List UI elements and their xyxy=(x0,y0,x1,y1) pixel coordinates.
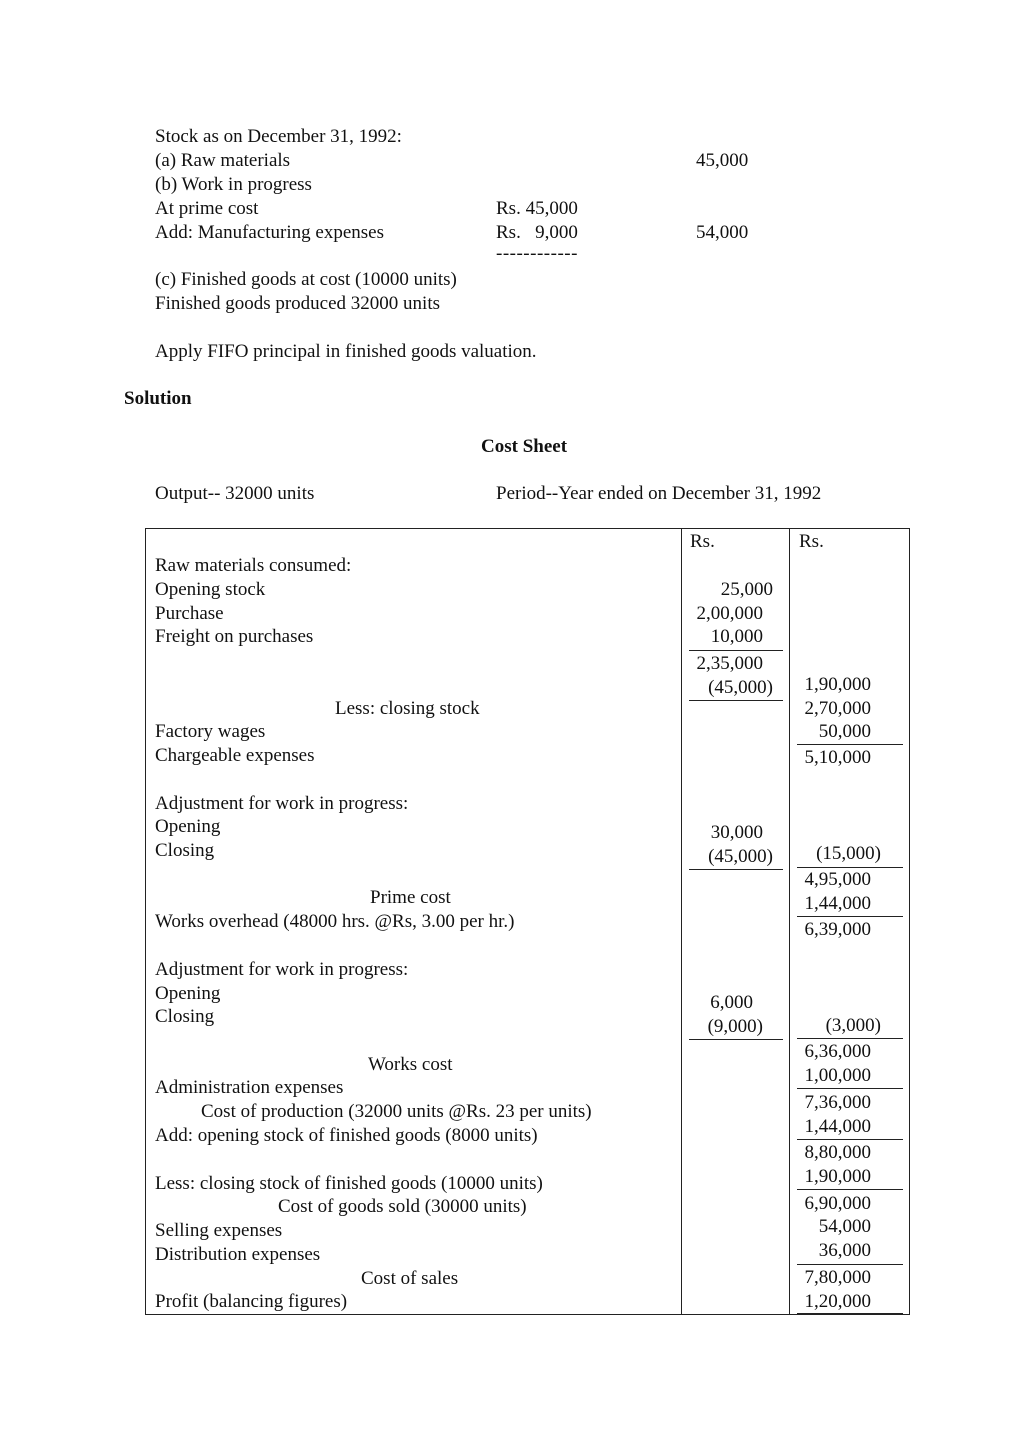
label-less-closing: Less: closing stock xyxy=(335,698,480,719)
col2-subtotal-2: 6,39,000 xyxy=(804,919,871,940)
dashed-separator: ------------ xyxy=(496,243,578,264)
label-selling: Selling expenses xyxy=(155,1220,283,1241)
col2-rule-4 xyxy=(797,1038,903,1039)
col1-freight: 10,000 xyxy=(710,626,763,647)
col1-wip-close-2: (9,000) xyxy=(707,1016,763,1037)
col2-opening-fg: 1,44,000 xyxy=(804,1116,871,1137)
col2-raw-consumed: 1,90,000 xyxy=(804,674,871,695)
col1-rule-3 xyxy=(689,869,783,870)
wip-label: (b) Work in progress xyxy=(155,174,312,195)
output-label: Output-- 32000 units xyxy=(155,483,315,504)
col1-wip-open-1: 30,000 xyxy=(710,822,763,843)
col2-distribution: 36,000 xyxy=(818,1240,871,1261)
col2-closing-fg: 1,90,000 xyxy=(804,1166,871,1187)
col1-rule-4 xyxy=(689,1039,783,1040)
label-distribution: Distribution expenses xyxy=(155,1244,321,1265)
label-cogs: Cost of goods sold (30000 units) xyxy=(278,1196,527,1217)
label-opening-stock: Opening stock xyxy=(155,579,266,600)
label-closing-2: Closing xyxy=(155,1006,215,1027)
col2-header: Rs. xyxy=(799,531,824,552)
col1-rule-1 xyxy=(689,650,783,651)
col1-rule-2 xyxy=(689,700,783,701)
col2-rule-5 xyxy=(797,1088,903,1089)
col2-profit: 1,20,000 xyxy=(804,1291,871,1312)
cost-sheet-title: Cost Sheet xyxy=(481,436,568,457)
col2-factory-wages: 2,70,000 xyxy=(804,698,871,719)
col1-wip-close-1: (45,000) xyxy=(708,846,773,867)
col2-rule-3 xyxy=(797,916,903,917)
prime-cost-amount: Rs. 45,000 xyxy=(496,198,578,219)
mfg-expenses-amount: Rs. 9,000 xyxy=(496,222,578,243)
col1-subtotal: 2,35,000 xyxy=(696,653,763,674)
prime-cost-label: At prime cost xyxy=(155,198,259,219)
finished-produced-label: Finished goods produced 32000 units xyxy=(155,293,440,314)
label-less-closing-fg: Less: closing stock of finished goods (10000 units) xyxy=(155,1173,543,1194)
col2-wip-adj-2: (3,000) xyxy=(825,1015,881,1036)
label-factory-wages: Factory wages xyxy=(155,721,266,742)
label-works-overhead: Works overhead (48000 hrs. @Rs, 3.00 per hr.) xyxy=(155,911,515,932)
label-closing-1: Closing xyxy=(155,840,215,861)
solution-heading: Solution xyxy=(124,388,192,409)
period-label: Period--Year ended on December 31, 1992 xyxy=(496,483,822,504)
col1-opening-stock: 25,000 xyxy=(720,579,773,600)
label-opening-1: Opening xyxy=(155,816,221,837)
label-cost-of-sales: Cost of sales xyxy=(361,1268,459,1289)
label-adj-wip-2: Adjustment for work in progress: xyxy=(155,959,409,980)
finished-goods-label: (c) Finished goods at cost (10000 units) xyxy=(155,269,457,290)
col2-rule-7 xyxy=(797,1189,903,1190)
label-works-cost: Works cost xyxy=(368,1054,453,1075)
fifo-instruction: Apply FIFO principal in finished goods valuation. xyxy=(155,341,537,362)
column-divider-2 xyxy=(789,528,790,1315)
col1-closing: (45,000) xyxy=(708,677,773,698)
col2-works-cost: 6,36,000 xyxy=(804,1041,871,1062)
col2-rule-8 xyxy=(797,1264,903,1265)
col2-admin: 1,00,000 xyxy=(804,1065,871,1086)
label-prime-cost: Prime cost xyxy=(370,887,451,908)
col2-subtotal-1: 5,10,000 xyxy=(804,747,871,768)
col1-wip-open-2: 6,000 xyxy=(710,992,753,1013)
col1-purchase: 2,00,000 xyxy=(696,603,763,624)
raw-materials-label: (a) Raw materials xyxy=(155,150,291,171)
col2-cost-of-sales: 7,80,000 xyxy=(804,1267,871,1288)
label-profit: Profit (balancing figures) xyxy=(155,1291,348,1312)
label-admin: Administration expenses xyxy=(155,1077,344,1098)
col2-subtotal-3: 8,80,000 xyxy=(804,1142,871,1163)
label-freight: Freight on purchases xyxy=(155,626,314,647)
col2-wip-adj-1: (15,000) xyxy=(816,843,881,864)
label-adj-wip-1: Adjustment for work in progress: xyxy=(155,793,409,814)
col2-selling: 54,000 xyxy=(818,1216,871,1237)
label-opening-2: Opening xyxy=(155,983,221,1004)
col1-header: Rs. xyxy=(690,531,715,552)
label-chargeable: Chargeable expenses xyxy=(155,745,315,766)
label-raw-consumed: Raw materials consumed: xyxy=(155,555,352,576)
label-add-opening-fg: Add: opening stock of finished goods (8000 units) xyxy=(155,1125,538,1146)
col2-cost-production: 7,36,000 xyxy=(804,1092,871,1113)
raw-materials-value: 45,000 xyxy=(696,150,749,171)
column-divider-1 xyxy=(681,528,682,1315)
wip-total-value: 54,000 xyxy=(696,222,749,243)
col2-prime-cost: 4,95,000 xyxy=(804,869,871,890)
col2-works-overhead: 1,44,000 xyxy=(804,893,871,914)
stock-heading: Stock as on December 31, 1992: xyxy=(155,126,402,147)
col2-rule-9 xyxy=(797,1313,903,1314)
col2-rule-1 xyxy=(797,744,903,745)
mfg-expenses-label: Add: Manufacturing expenses xyxy=(155,222,384,243)
col2-rule-6 xyxy=(797,1139,903,1140)
col2-cogs: 6,90,000 xyxy=(804,1193,871,1214)
label-purchase: Purchase xyxy=(155,603,224,624)
col2-chargeable: 50,000 xyxy=(818,721,871,742)
label-cost-production: Cost of production (32000 units @Rs. 23 per units) xyxy=(201,1101,592,1122)
col2-rule-2 xyxy=(797,867,903,868)
